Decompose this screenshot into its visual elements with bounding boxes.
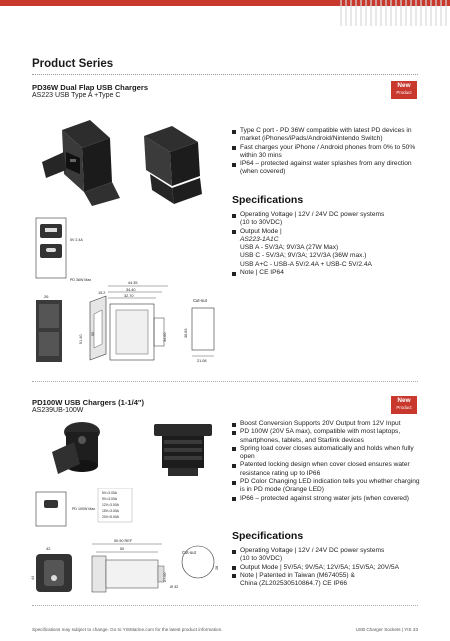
spec-item: Output Mode |	[232, 228, 422, 236]
spec-item: Operating Voltage | 12V / 24V DC power systems	[232, 211, 422, 219]
product-1-subtitle: AS223 USB Type A +Type C	[32, 92, 121, 99]
product-1-technical-drawing	[30, 214, 220, 366]
feature-item: Type C port - PD 36W compatible with latest PD devices in market (iPhones/iPads/Android/Nintendo Switch)	[232, 127, 422, 144]
drawing-label: 15V=3.00A	[102, 509, 119, 513]
feature-item: IP66 – protected against strong water jets (when covered)	[232, 495, 422, 503]
spec-item: USB A+C - USB-A 5V/2.4A + USB-C 5V/2.4A	[240, 260, 372, 268]
product-1-specs	[232, 211, 422, 277]
feature-item: IP64 – protected against water splashes from any direction (when covered)	[232, 160, 422, 177]
spec-item: USB A - 5V/3A; 9V/3A (27W Max)	[240, 244, 339, 252]
spec-item: Output Mode | 5V/5A; 9V/5A; 12V/5A; 15V/5A; 20V/5A	[232, 564, 422, 572]
dimension-label: 34.60	[163, 332, 167, 342]
product-1-features	[232, 127, 422, 177]
product-2-subtitle: AS239UB-100W	[32, 407, 84, 414]
feature-item: Patented locking design when cover closed ensures water resistance rating up to IP66	[232, 461, 422, 478]
dimension-label: Ø 32	[170, 585, 179, 589]
dimension-label: 34.40	[126, 288, 136, 292]
dimension-label: 27.00	[163, 572, 167, 582]
drawing-label: PD 36W Max	[70, 278, 92, 282]
title-divider	[32, 74, 418, 75]
dimension-label: 42	[46, 546, 51, 551]
product-2-features	[232, 420, 422, 503]
drawing-label: 9V=3.00A	[102, 497, 117, 501]
charger-open-image	[42, 120, 120, 206]
product-1-title: PD36W Dual Flap USB Chargers	[32, 83, 149, 92]
feature-item: PD Color Changing LED indication tells you whether charging is in PD mode (Orange LED)	[232, 478, 422, 495]
drawing-label: 5V=3.00A	[102, 491, 117, 495]
dimension-label: 28	[215, 565, 219, 570]
feature-item: Fast charges your iPhone / Android phones from 0% to 50% within 30 mins	[232, 144, 422, 161]
drawing-label: 12V=3.00A	[102, 503, 119, 507]
spec-item: Note | CE IP64	[232, 269, 422, 277]
dimension-label: 21.08	[197, 359, 207, 363]
feature-item: PD 100W (20V 5A max), compatible with most laptops, smartphones, tablets, and Starlink devices	[232, 428, 422, 445]
cutout-label: Cut-out	[182, 550, 196, 555]
dimension-label: 36.83	[184, 328, 188, 338]
dimension-label: 32.70	[124, 294, 134, 298]
spec-item: Operating Voltage | 12V / 24V DC power systems	[232, 547, 422, 555]
dimension-label: 44.35	[128, 281, 138, 285]
dimension-label: 15.2	[98, 291, 106, 295]
cutout-label: Cut-out	[193, 298, 207, 303]
feature-item: Boost Conversion Supports 20V Output from 12V Input	[232, 420, 422, 428]
product-1-specs-title: Specifications	[232, 194, 304, 206]
product-2-specs-title: Specifications	[232, 530, 304, 542]
dimension-label: 50.90 REF	[114, 539, 133, 543]
drawing-label: 20V=5.00A	[102, 515, 119, 519]
new-product-badge: New Product	[391, 81, 417, 99]
product-2-specs	[232, 547, 422, 588]
new-product-badge: New Product	[391, 396, 417, 414]
charger-closed-image	[144, 126, 202, 204]
spec-item: (10 to 30VDC)	[240, 219, 283, 227]
section-divider	[32, 381, 418, 382]
product-2-title: PD100W USB Chargers (1-1/4")	[32, 398, 145, 407]
charger-open-image	[52, 422, 100, 474]
dimension-label: 44	[31, 575, 35, 580]
footer-page-info: USB Charger Sockets | YIS 33	[355, 627, 418, 632]
footer-divider	[32, 605, 418, 606]
charger-side-image	[154, 424, 212, 476]
dimension-label: 50	[91, 331, 95, 336]
dimension-label: 51.40	[79, 334, 83, 344]
dimension-label: 50	[120, 547, 125, 551]
spec-item: Note | Patented in Taiwan (M674055) &	[232, 572, 422, 580]
product-2-technical-drawing	[30, 488, 220, 600]
dimension-label: 26	[44, 294, 49, 299]
spec-item: (10 to 30VDC)	[240, 555, 283, 563]
drawing-label: PD 100W Max	[72, 507, 96, 511]
spec-item: USB C - 5V/3A; 9V/3A; 12V/3A (36W max.)	[240, 252, 367, 260]
page-title: Product Series	[32, 58, 114, 70]
spec-item: AS223-1A1C	[240, 235, 279, 243]
product-2-photo	[32, 418, 222, 486]
product-1-photo	[32, 112, 222, 208]
spec-item: China (ZL202530510864.7) CE IP66	[240, 580, 348, 588]
header-pattern	[340, 0, 450, 26]
footer-disclaimer: Specifications may subject to change. Go to YISMarine.com for the latest product information.	[32, 627, 223, 632]
feature-item: Spring load cover closes automatically and holds when fully open	[232, 445, 422, 462]
drawing-label: 5V 2.4A	[70, 238, 83, 242]
